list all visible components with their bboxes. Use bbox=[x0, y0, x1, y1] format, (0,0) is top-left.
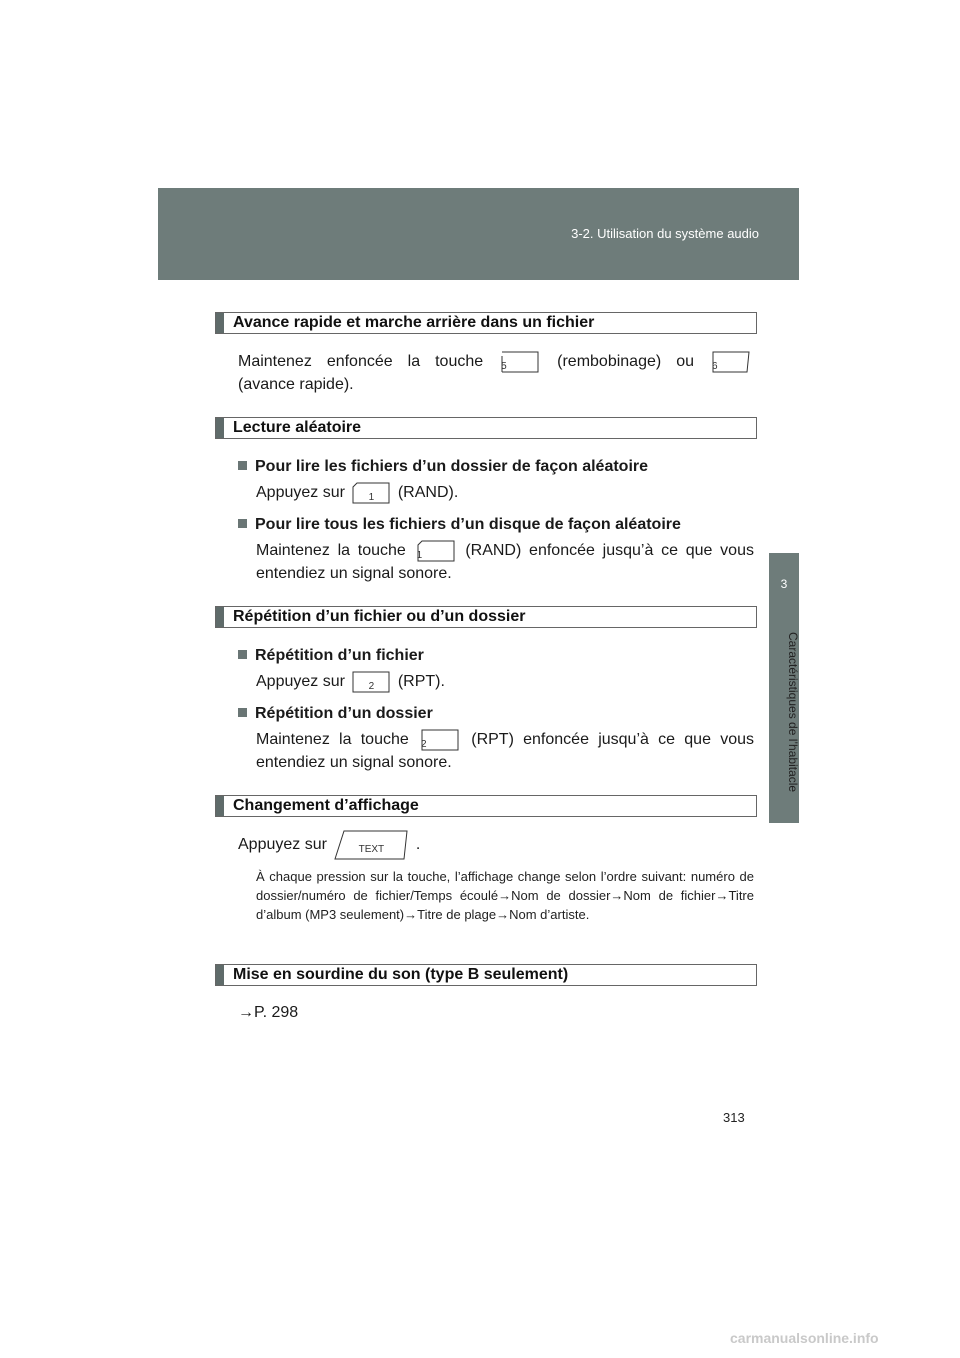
text-after: . bbox=[415, 836, 421, 854]
text-before: Maintenez la touche bbox=[256, 731, 409, 748]
key-text-button bbox=[334, 830, 408, 860]
key-6-button bbox=[712, 351, 750, 373]
heading-display bbox=[215, 795, 757, 817]
text-after: (RAND) enfoncée jusqu’à ce que vous bbox=[465, 542, 754, 559]
key-label: 5 bbox=[501, 360, 507, 372]
random-disc-instruction bbox=[256, 539, 754, 562]
repeat-bullet-file bbox=[238, 644, 424, 667]
repeat-file-instruction bbox=[256, 670, 445, 693]
bullet-square-icon bbox=[238, 461, 247, 470]
text-before: Appuyez sur bbox=[256, 484, 345, 501]
heading-random bbox=[215, 417, 757, 439]
bullet-square-icon bbox=[238, 650, 247, 659]
repeat-bullet-folder bbox=[238, 702, 433, 725]
random-folder-instruction bbox=[256, 481, 458, 504]
heading-accent bbox=[216, 796, 224, 816]
ff-text-middle: (rembobinage) ou bbox=[557, 353, 694, 370]
watermark: carmanualsonline.info bbox=[730, 1330, 879, 1346]
key-label: 6 bbox=[712, 360, 718, 372]
key-label: TEXT bbox=[358, 844, 385, 855]
key-5-button bbox=[501, 351, 539, 373]
text-before: Appuyez sur bbox=[256, 673, 345, 690]
mute-reference-link[interactable]: →P. 298 bbox=[238, 1004, 299, 1021]
heading-accent bbox=[216, 418, 224, 438]
text-after: (RPT) enfoncée jusqu’à ce que vous bbox=[471, 731, 754, 748]
heading-text: Changement d’affichage bbox=[233, 797, 419, 814]
page-number: 313 bbox=[723, 1110, 745, 1125]
bullet-square-icon bbox=[238, 519, 247, 528]
heading-text: Mise en sourdine du son (type B seulement) bbox=[233, 966, 569, 983]
text-before: Maintenez la touche bbox=[256, 542, 406, 559]
text-after: (RAND). bbox=[397, 484, 459, 501]
key-1-button bbox=[352, 482, 390, 504]
bullet-text: Répétition d’un fichier bbox=[255, 647, 424, 664]
random-bullet-disc bbox=[238, 513, 681, 536]
display-note: À chaque pression sur la touche, l’affichage change selon l’ordre suivant: numéro de dossier/numéro de fichier/Temps écoulé→Nom de dossier→Nom de fichier→Titre d’album (MP3 seulement)→Titre de plage→Nom d’artiste. bbox=[256, 869, 754, 922]
ff-instruction-line1 bbox=[238, 350, 753, 373]
header-band bbox=[158, 188, 799, 280]
heading-mute bbox=[215, 964, 757, 986]
random-bullet-folder bbox=[238, 455, 648, 478]
key-label: 2 bbox=[421, 738, 427, 750]
key-label: 1 bbox=[416, 549, 423, 561]
bullet-square-icon bbox=[238, 708, 247, 717]
key-1-button bbox=[417, 540, 455, 562]
heading-text: Avance rapide et marche arrière dans un fichier bbox=[233, 314, 595, 331]
key-label: 1 bbox=[368, 491, 375, 503]
bullet-text: Pour lire tous les fichiers d’un disque de façon aléatoire bbox=[255, 516, 681, 533]
key-2-button bbox=[421, 729, 459, 751]
bullet-text: Pour lire les fichiers d’un dossier de façon aléatoire bbox=[255, 458, 649, 475]
chapter-number: 3 bbox=[780, 577, 788, 591]
ff-text-before: Maintenez enfoncée la touche bbox=[238, 353, 484, 370]
heading-repeat bbox=[215, 606, 757, 628]
key-label: 2 bbox=[368, 680, 375, 692]
heading-fast-forward bbox=[215, 312, 757, 334]
heading-text: Lecture aléatoire bbox=[233, 419, 362, 436]
heading-accent bbox=[216, 313, 224, 333]
heading-accent bbox=[216, 965, 224, 985]
random-disc-line2: entendiez un signal sonore. bbox=[256, 565, 452, 582]
heading-text: Répétition d’un fichier ou d’un dossier bbox=[233, 608, 526, 625]
display-instruction bbox=[238, 830, 420, 860]
ff-instruction-line2: (avance rapide). bbox=[238, 376, 354, 393]
bullet-text: Répétition d’un dossier bbox=[255, 705, 433, 722]
chapter-label: Caractéristiques de l’habitacle bbox=[786, 632, 800, 793]
text-after: (RPT). bbox=[397, 673, 445, 690]
heading-accent bbox=[216, 607, 224, 627]
key-2-button bbox=[352, 671, 390, 693]
repeat-folder-instruction bbox=[256, 728, 754, 751]
section-title: 3-2. Utilisation du système audio bbox=[571, 226, 759, 241]
repeat-folder-line2: entendiez un signal sonore. bbox=[256, 754, 452, 771]
text-before: Appuyez sur bbox=[238, 836, 327, 854]
